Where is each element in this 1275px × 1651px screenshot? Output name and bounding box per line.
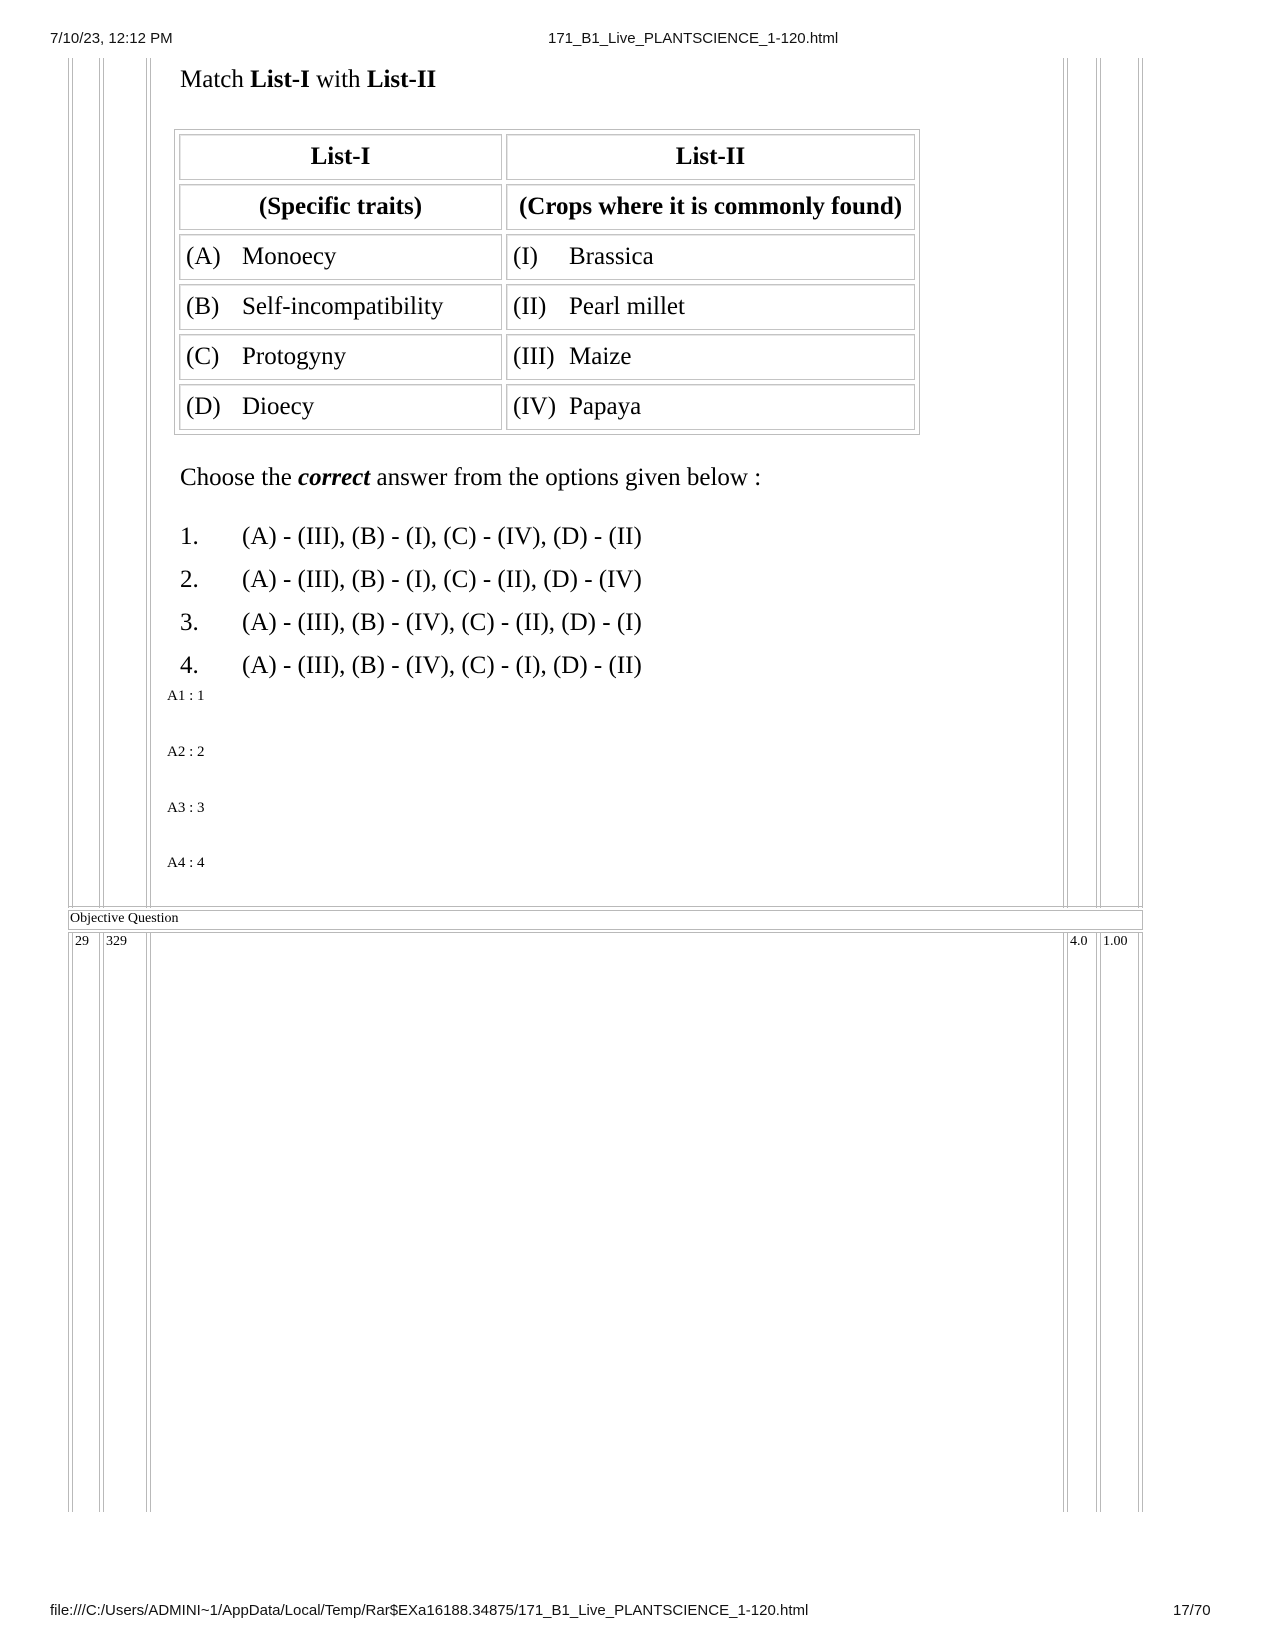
match-table-subheader-row [179, 184, 915, 230]
list1-subheader: (Specific traits) [179, 184, 502, 230]
option-number: 4. [180, 652, 199, 679]
list1-item: Dioecy [242, 393, 315, 420]
next-question-marks: 4.0 [1070, 934, 1088, 949]
objective-question-label: Objective Question [70, 911, 179, 926]
table-row [179, 384, 915, 430]
list2-subheader: (Crops where it is commonly found) [506, 184, 915, 230]
option-number: 3. [180, 609, 199, 636]
table-row [179, 334, 915, 380]
list2-header: List-II [506, 134, 915, 180]
list2-label: (III) [513, 343, 555, 370]
list1-label: (B) [186, 293, 220, 320]
list2-label: (IV) [513, 393, 557, 420]
list1-label: (C) [186, 343, 220, 370]
list1-item: Protogyny [242, 343, 347, 370]
option-text: (A) - (III), (B) - (IV), (C) - (I), (D) - (II) [242, 652, 642, 679]
list1-header: List-I [179, 134, 502, 180]
table-row [179, 284, 915, 330]
list2-item: Brassica [569, 243, 654, 270]
answer-code-2: A2 : 2 [167, 744, 205, 760]
option-text: (A) - (III), (B) - (IV), (C) - (II), (D) - (I) [242, 609, 642, 636]
table-row [179, 234, 915, 280]
option-number: 2. [180, 566, 199, 593]
print-datetime: 7/10/23, 12:12 PM [50, 30, 173, 47]
list-item [180, 652, 642, 695]
answer-code-4: A4 : 4 [167, 855, 205, 871]
question-prompt: Choose the correct answer from the options given below : [180, 464, 762, 491]
list1-label: (D) [186, 393, 221, 420]
list2-item: Pearl millet [569, 293, 685, 320]
list1-item: Monoecy [242, 243, 337, 270]
next-question-negative-marks: 1.00 [1103, 934, 1128, 949]
list2-item: Maize [569, 343, 632, 370]
print-page-indicator: 17/70 [1173, 1602, 1211, 1619]
list1-label: (A) [186, 243, 221, 270]
match-table-header-row [179, 134, 915, 180]
answer-code-3: A3 : 3 [167, 800, 205, 816]
option-text: (A) - (III), (B) - (I), (C) - (II), (D) - (IV) [242, 566, 642, 593]
list2-label: (I) [513, 243, 538, 270]
list2-item: Papaya [569, 393, 642, 420]
answer-code-1: A1 : 1 [167, 688, 205, 704]
list1-item: Self-incompatibility [242, 293, 444, 320]
list-item [180, 523, 642, 566]
next-question-sno: 29 [75, 934, 89, 949]
print-file-path: file:///C:/Users/ADMINI~1/AppData/Local/Temp/Rar$EXa16188.34875/171_B1_Live_PLANTSCIENCE_1-120.html [50, 1602, 809, 1619]
print-doc-title: 171_B1_Live_PLANTSCIENCE_1-120.html [548, 30, 839, 47]
list-item [180, 609, 642, 652]
option-text: (A) - (III), (B) - (I), (C) - (IV), (D) - (II) [242, 523, 642, 550]
options-list [180, 523, 642, 695]
option-number: 1. [180, 523, 199, 550]
list-item [180, 566, 642, 609]
question-title: Match List-I with List-II [180, 66, 437, 93]
list2-label: (II) [513, 293, 547, 320]
match-table [174, 129, 920, 435]
next-question-id: 329 [106, 934, 127, 949]
